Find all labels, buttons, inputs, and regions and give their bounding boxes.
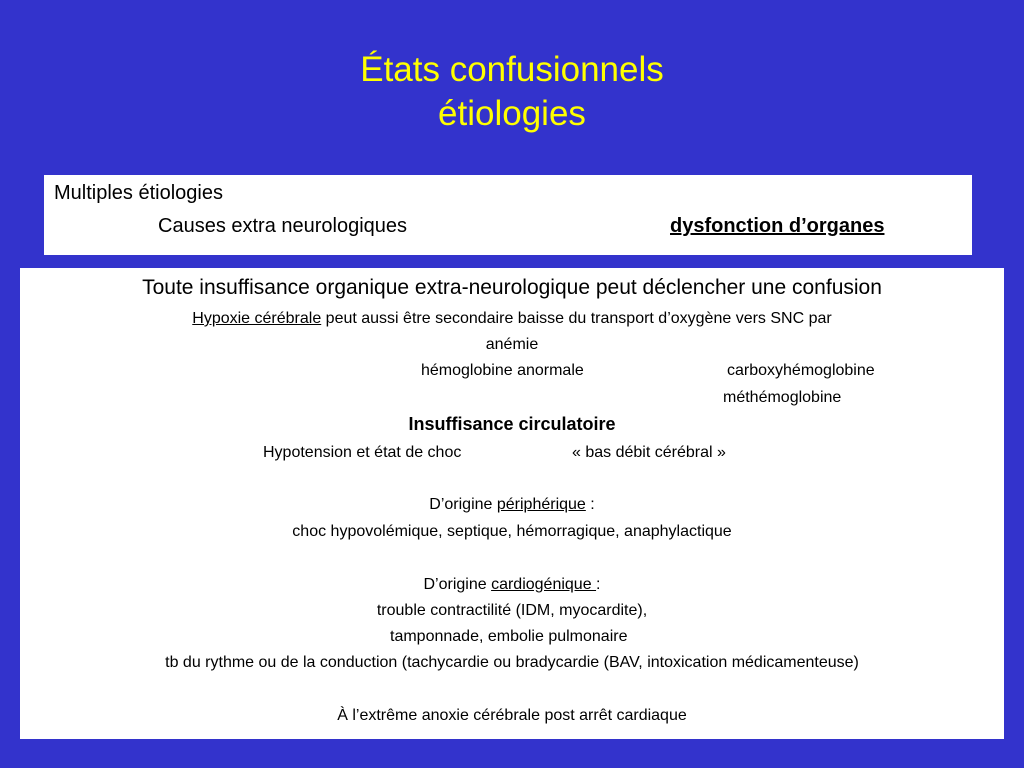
origine-peri-term: périphérique xyxy=(496,496,586,513)
carboxy-text: carboxyhémoglobine xyxy=(727,362,875,379)
origine-peripherique xyxy=(20,496,1004,514)
title-line-1: États confusionnels xyxy=(360,50,664,89)
trouble-text: trouble contractilité (IDM, myocardite), xyxy=(376,602,648,619)
tamponnade-text: tamponnade, embolie pulmonaire xyxy=(390,628,628,645)
summary-box xyxy=(44,175,972,255)
origine-peri-suffix: : xyxy=(585,496,595,513)
extreme-text: À l’extrême anoxie cérébrale post arrêt cardiaque xyxy=(337,707,687,724)
slide-title xyxy=(0,48,1024,136)
choc-types-text: choc hypovolémique, septique, hémorragique, anaphylactique xyxy=(292,523,732,540)
hemoglobine-text: hémoglobine anormale xyxy=(421,362,584,379)
hypoxie-text: peut aussi être secondaire baisse du transport d’oxygène vers SNC par xyxy=(321,310,832,327)
insuffisance-heading: Insuffisance circulatoire xyxy=(408,414,616,434)
title-line-2: étiologies xyxy=(438,94,586,133)
intro-line: Toute insuffisance organique extra-neurologique peut déclencher une confusion xyxy=(142,276,882,299)
rythme-text: tb du rythme ou de la conduction (tachycardie ou bradycardie (BAV, intoxication médicamenteuse) xyxy=(165,654,859,671)
methemo-text: méthémoglobine xyxy=(723,389,842,406)
summary-left-text: Causes extra neurologiques xyxy=(158,215,408,237)
bas-debit-text: « bas débit cérébral » xyxy=(572,444,726,461)
anemie-text: anémie xyxy=(485,336,539,353)
summary-right-text: dysfonction d’organes xyxy=(670,215,885,237)
hypoxie-term: Hypoxie cérébrale xyxy=(192,310,322,327)
main-content-box xyxy=(20,268,1004,739)
summary-heading: Multiples étiologies xyxy=(54,182,223,204)
hypoxie-line xyxy=(20,310,1004,328)
origine-peri-prefix: D’origine xyxy=(429,496,497,513)
origine-cardio-term: cardiogénique xyxy=(491,576,597,593)
origine-cardiogenique xyxy=(20,576,1004,594)
hypotension-text: Hypotension et état de choc xyxy=(263,444,462,461)
origine-cardio-suffix: : xyxy=(596,576,601,593)
origine-cardio-prefix: D’origine xyxy=(423,576,492,593)
